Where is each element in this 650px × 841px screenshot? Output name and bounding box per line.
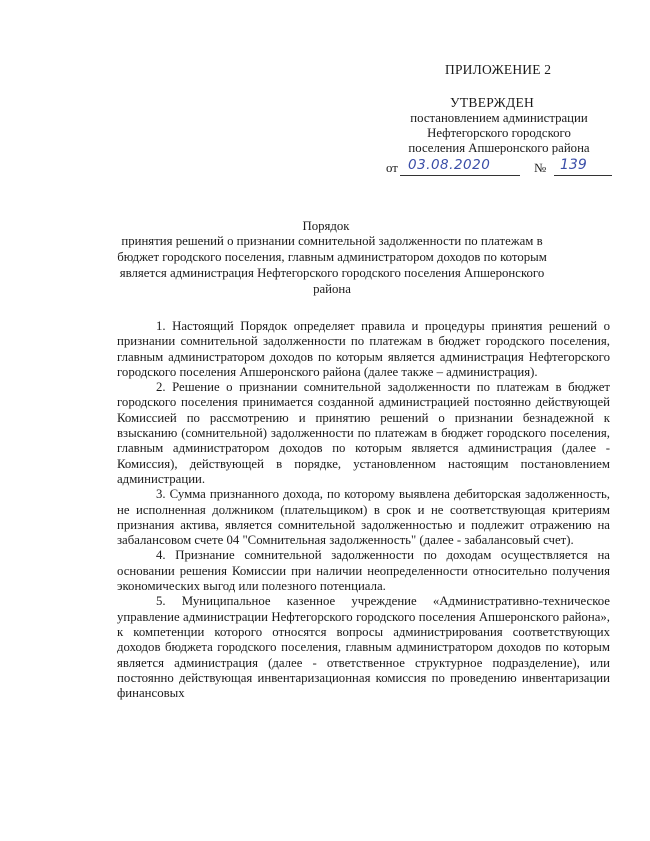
document-body bbox=[117, 319, 610, 701]
document-subtitle: принятия решений о признании сомнительной задолженности по платежам в бюджет городского поселения, главным администратором доходов по которым является администрация Нефтегорского городского поселения Апшеронского района bbox=[117, 234, 547, 296]
paragraph: 5. Муниципальное казенное учреждение «Административно-техническое управление администрации Нефтегорского городского поселения Апшеронского района», к компетенции которого относятся вопросы администрирования соответствующих доходов бюджета городского поселения, главным администратором доходов по которым является администрация (далее - ответственное структурное подразделение), или постоянно действующая инвентаризационная комиссия по проведению инвентаризации финансовых bbox=[117, 594, 610, 701]
document-title: Порядок bbox=[302, 219, 350, 233]
handwritten-number: 139 bbox=[560, 157, 587, 173]
date-prefix: от bbox=[386, 161, 398, 175]
paragraph: 3. Сумма признанного дохода, по которому выявлена дебиторская задолженность, не исполненная должником (плательщиком) в срок и не соответствующая критериям признания актива, является сомнительной задолженностью и подлежит отражению на забалансовом счете 04 "Сомнительная задолженность" (далее - забалансовый счет). bbox=[117, 487, 610, 548]
paragraph: 4. Признание сомнительной задолженности по доходам осуществляется на основании решения Комиссии при наличии неопределенности относительно получения экономических выгод или полезного потенциала. bbox=[117, 548, 610, 594]
date-underline bbox=[400, 175, 520, 176]
approval-line: постановлением администрации bbox=[410, 111, 588, 125]
handwritten-date: 03.08.2020 bbox=[408, 157, 491, 173]
approval-block bbox=[386, 111, 612, 156]
approval-line: Нефтегорского городского bbox=[427, 126, 571, 140]
appendix-label: ПРИЛОЖЕНИЕ 2 bbox=[445, 62, 552, 77]
date-number-row bbox=[386, 157, 626, 177]
number-prefix: № bbox=[534, 161, 547, 175]
number-underline bbox=[554, 175, 612, 176]
approval-line: поселения Апшеронского района bbox=[408, 141, 590, 155]
paragraph: 2. Решение о признании сомнительной задолженности по платежам в бюджет городского поселения принимается созданной администрацией постоянно действующей Комиссией по рассмотрению и принятию решений о признании безнадежной к взысканию (сомнительной) задолженности по платежам в бюджет городского поселения, главным администратором доходов по которым является администрация (далее - Комиссия), действующей в порядке, установленном настоящим постановлением администрации. bbox=[117, 380, 610, 486]
approved-stamp-heading: УТВЕРЖДЕН bbox=[450, 95, 535, 110]
paragraph: 1. Настоящий Порядок определяет правила и процедуры принятия решений о признании сомнительной задолженности по платежам в бюджет городского поселения, главным администратором доходов по которым является администрация Нефтегорского городского поселения Апшеронского района (далее также – администрация). bbox=[117, 319, 610, 379]
